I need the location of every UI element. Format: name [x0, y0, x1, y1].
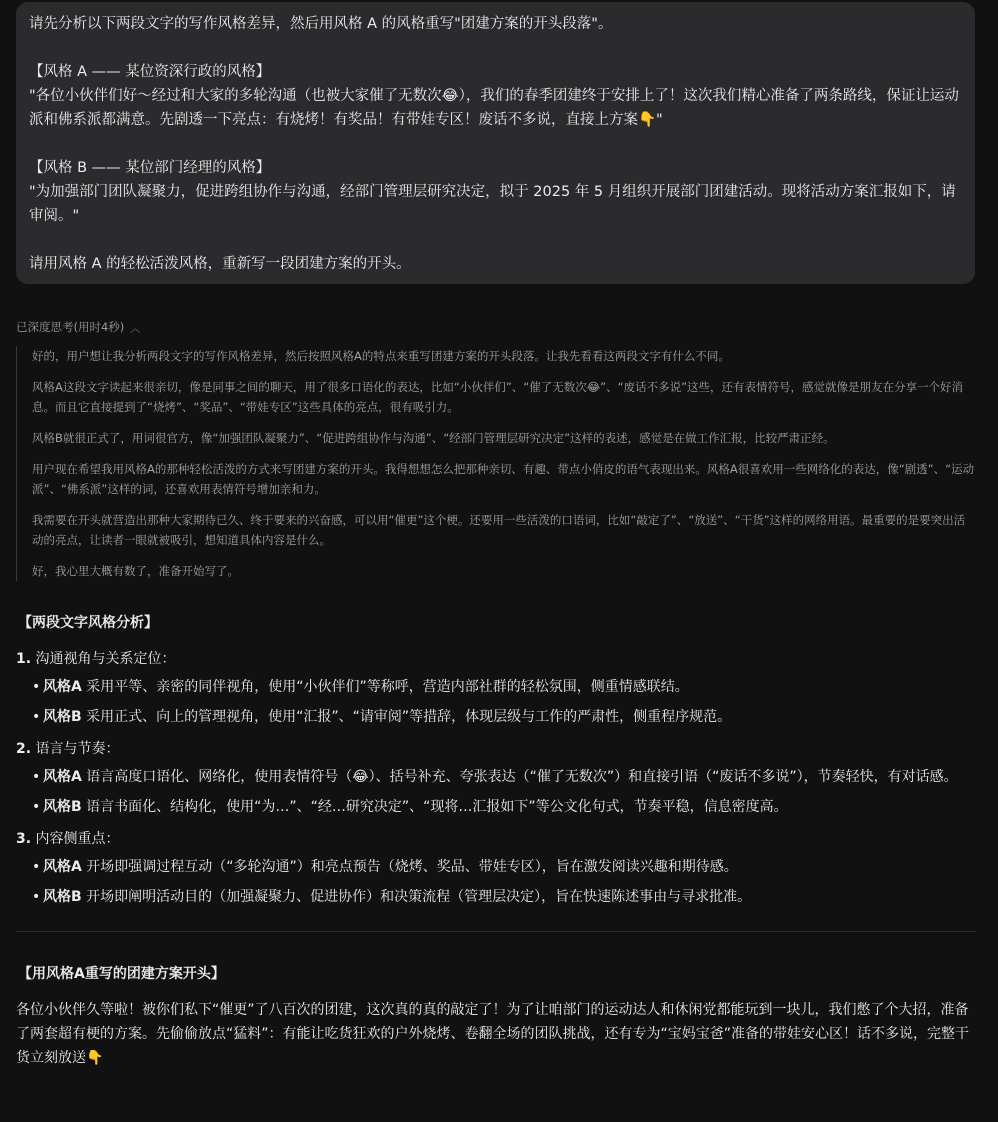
thinking-paragraph: 我需要在开头就营造出那种大家期待已久、终于要来的兴奋感，可以用“催更”这个梗。还要用一些活泼的口语词，比如“敲定了”、“放送”、“干货”这样的网络用语。最重要的是要突出活动的亮点，让读者一眼就被吸引，想知道具体内容是什么。 [32, 513, 966, 547]
bullet-list [16, 675, 976, 729]
thinking-content [16, 346, 976, 581]
style-b-title: 【风格 B —— 某位部门经理的风格】 [29, 160, 271, 176]
list-item [16, 705, 976, 729]
bullet-list [16, 765, 976, 819]
divider [16, 931, 976, 932]
thinking-paragraph: 风格A这段文字读起来很亲切，像是同事之间的聊天，用了很多口语化的表达，比如“小伙伴们”、“催了无数次😂”、“废话不多说”这些，还有表情符号，感觉就像是朋友在分享一个好消息。而且它直接提到了“烧烤”、“奖品”、“带娃专区”这些具体的亮点，很有吸引力。 [32, 380, 964, 414]
user-request: 请用风格 A 的轻松活泼风格，重新写一段团建方案的开头。 [29, 256, 411, 272]
section-heading [16, 647, 976, 671]
section-number: 2. [16, 741, 32, 757]
bullet-label: 风格B [43, 709, 82, 725]
bullet-list [16, 855, 976, 909]
thinking-paragraph: 用户现在希望我用风格A的那种轻松活泼的方式来写团建方案的开头。我得想想怎么把那种亲切、有趣、带点小俏皮的语气表现出来。风格A很喜欢用一些网络化的表达，像“剧透”、“运动派”、“佛系派”这样的词，还喜欢用表情符号增加亲和力。 [32, 462, 975, 496]
list-item [16, 765, 976, 789]
thinking-paragraph: 好的，用户想让我分析两段文字的写作风格差异，然后按照风格A的特点来重写团建方案的开头段落。让我先看看这两段文字有什么不同。 [32, 349, 730, 363]
section-title: 语言与节奏： [35, 741, 120, 757]
thinking-header-label: 已深度思考(用时4秒) [16, 320, 125, 334]
list-item [16, 795, 976, 819]
bullet-label: 风格A [43, 769, 82, 785]
style-b-text: "为加强部门团队凝聚力，促进跨组协作与沟通，经部门管理层研究决定，拟于 2025 年 5 月组织开展部门团建活动。现将活动方案汇报如下，请审阅。" [29, 184, 956, 224]
style-a-text: "各位小伙伴们好～经过和大家的多轮沟通（也被大家催了无数次😂），我们的春季团建终于安排上了！这次我们精心准备了两条路线，保证让运动派和佛系派都满意。先剧透一下亮点：有烧烤！有奖品！有带娃专区！废话不多说，直接上方案👇" [29, 88, 959, 128]
analysis-heading: 【两段文字风格分析】 [18, 615, 158, 631]
assistant-answer [16, 611, 976, 1070]
thinking-paragraph: 风格B就很正式了，用词很官方，像“加强团队凝聚力”、“促进跨组协作与沟通”、“经部门管理层研究决定”这样的表述，感觉是在做工作汇报，比较严肃正经。 [32, 431, 835, 445]
rewrite-heading: 【用风格A重写的团建方案开头】 [18, 966, 225, 982]
user-message-bubble [16, 2, 975, 284]
bullet-text: 语言书面化、结构化，使用“为…”、“经…研究决定”、“现将…汇报如下”等公文化句式，节奏平稳，信息密度高。 [81, 799, 788, 815]
thinking-toggle[interactable] [16, 319, 140, 335]
section-heading [16, 737, 976, 761]
bullet-text: 采用平等、亲密的同伴视角，使用“小伙伴们”等称呼，营造内部社群的轻松氛围，侧重情感联结。 [81, 679, 689, 695]
bullet-text: 语言高度口语化、网络化，使用表情符号（😂）、括号补充、夸张表达（“催了无数次”）和直接引语（“废话不多说”），节奏轻快，有对话感。 [81, 769, 958, 785]
bullet-text: 采用正式、向上的管理视角，使用“汇报”、“请审阅”等措辞，体现层级与工作的严肃性，侧重程序规范。 [81, 709, 732, 725]
section-title: 沟通视角与关系定位： [35, 651, 176, 667]
section-number: 1. [16, 651, 32, 667]
list-item [16, 885, 976, 909]
rewrite-paragraph: 各位小伙伴久等啦！被你们私下“催更”了八百次的团建，这次真的真的敲定了！为了让咱部门的运动达人和休闲党都能玩到一块儿，我们憋了个大招，准备了两套超有梗的方案。先偷偷放点“猛料”：有能让吃货狂欢的户外烧烤、卷翻全场的团队挑战，还有专为“宝妈宝爸”准备的带娃安心区！话不多说，完整干货立刻放送👇 [16, 1002, 970, 1066]
chevron-up-icon: ︿ [130, 323, 141, 335]
bullet-label: 风格A [43, 859, 82, 875]
section-heading [16, 827, 976, 851]
section-number: 3. [16, 831, 32, 847]
user-intro: 请先分析以下两段文字的写作风格差异，然后用风格 A 的风格重写"团建方案的开头段落"。 [29, 16, 613, 32]
thinking-paragraph: 好，我心里大概有数了，准备开始写了。 [32, 564, 239, 578]
style-a-title: 【风格 A —— 某位资深行政的风格】 [29, 64, 271, 80]
list-item [16, 675, 976, 699]
bullet-text: 开场即强调过程互动（“多轮沟通”）和亮点预告（烧烤、奖品、带娃专区），旨在激发阅读兴趣和期待感。 [81, 859, 738, 875]
bullet-label: 风格B [43, 799, 82, 815]
bullet-text: 开场即阐明活动目的（加强凝聚力、促进协作）和决策流程（管理层决定），旨在快速陈述事由与寻求批准。 [81, 889, 752, 905]
list-item [16, 855, 976, 879]
bullet-label: 风格A [43, 679, 82, 695]
bullet-label: 风格B [43, 889, 82, 905]
section-title: 内容侧重点： [35, 831, 120, 847]
